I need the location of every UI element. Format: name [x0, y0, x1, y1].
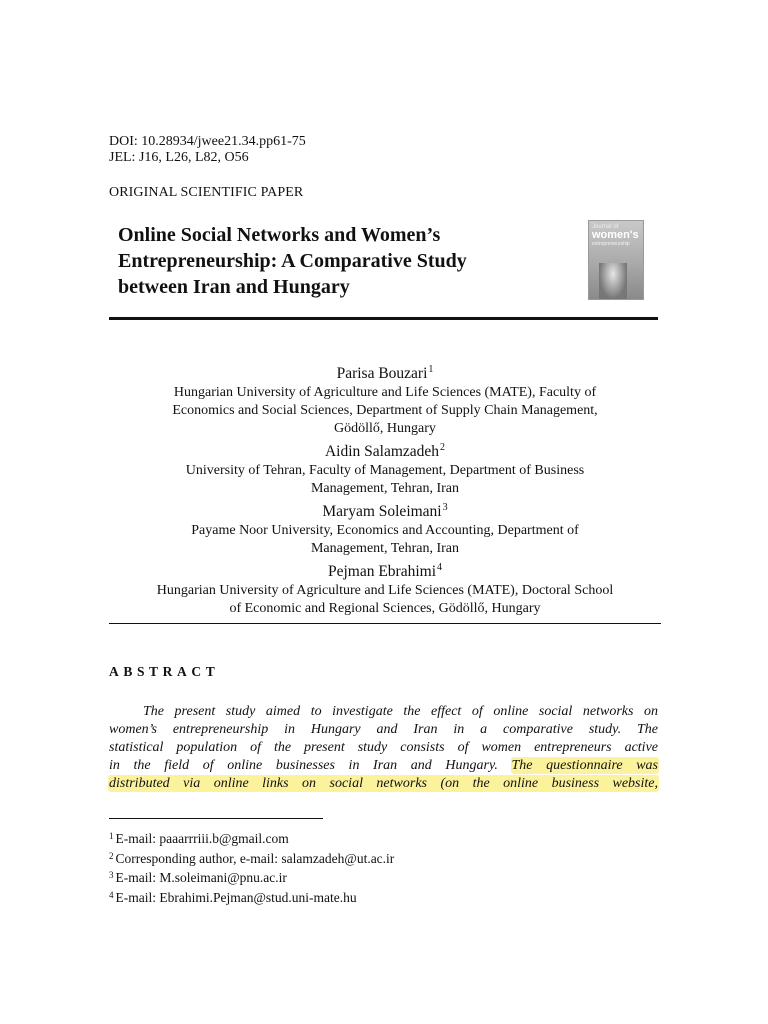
doi-line: DOI: 10.28934/jwee21.34.pp61-75 — [109, 134, 306, 149]
authors-divider — [109, 623, 661, 624]
cover-top-text: Journal of — [592, 224, 619, 230]
cover-figure-graphic — [599, 263, 627, 299]
abstract-line — [109, 775, 658, 793]
abstract-body — [109, 703, 658, 793]
abstract-heading: ABSTRACT — [109, 664, 220, 679]
cover-sub-text: entrepreneurship — [592, 241, 630, 247]
title-divider — [109, 317, 658, 320]
title-line: between Iran and Hungary — [118, 276, 350, 298]
abstract-line: statistical population of the present study consists of women entrepreneurs active — [109, 740, 658, 755]
cover-main-text: women's — [592, 229, 639, 241]
journal-cover-image — [588, 220, 644, 300]
abstract-line: The present study aimed to investigate the effect of online social networks on — [143, 704, 658, 719]
paper-title — [118, 222, 558, 300]
paper-type-label: ORIGINAL SCIENTIFIC PAPER — [109, 185, 304, 200]
footnote: $^3$ E-mail: M.soleimani@pnu.ac.ir — [109, 870, 287, 885]
author-name: Pejman Ebrahimi$^4$ — [327, 562, 443, 580]
abstract-line: women’s entrepreneurship in Hungary and Iran in a comparative study. The — [109, 722, 658, 737]
footnote: $^1$ E-mail: paaarrriii.b@gmail.com — [109, 831, 289, 846]
footnote-divider — [109, 818, 323, 819]
author-affiliation: Payame Noor University, Economics and Accounting, Department of Management, Tehran, Iran — [191, 523, 579, 556]
author-affiliation: Hungarian University of Agriculture and Life Sciences (MATE), Doctoral School of Economic and Regional Sciences, Gödöllő, Hungary — [156, 583, 614, 616]
highlighted-text: The questionnaire was — [511, 758, 659, 773]
author-name: Aidin Salamzadeh$^2$ — [324, 442, 446, 460]
author-block — [109, 360, 661, 618]
footnote: $^4$ E-mail: Ebrahimi.Pejman@stud.uni-mate.hu — [109, 889, 357, 905]
footnotes — [109, 828, 394, 906]
highlighted-text: distributed via online links on social networks (on the online business website, — [109, 776, 658, 791]
title-line: Entrepreneurship: A Comparative Study — [118, 250, 467, 272]
author-name: Parisa Bouzari$^1$ — [336, 364, 434, 382]
title-line: Online Social Networks and Women’s — [118, 224, 441, 246]
abstract-line: in the field of online businesses in Iran and Hungary. The questionnaire was — [109, 758, 659, 773]
author-affiliation: Hungarian University of Agriculture and Life Sciences (MATE), Faculty of Economics and Social Sciences, Department of Supply Chain Management, Gödöllő, Hungary — [172, 385, 598, 436]
footnote: $^2$ Corresponding author, e-mail: salamzadeh@ut.ac.ir — [109, 850, 395, 866]
jel-codes: JEL: J16, L26, L82, O56 — [109, 150, 249, 165]
author-name: Maryam Soleimani$^3$ — [322, 502, 448, 520]
author-affiliation: University of Tehran, Faculty of Management, Department of Business Management, Tehran, Iran — [185, 463, 585, 496]
